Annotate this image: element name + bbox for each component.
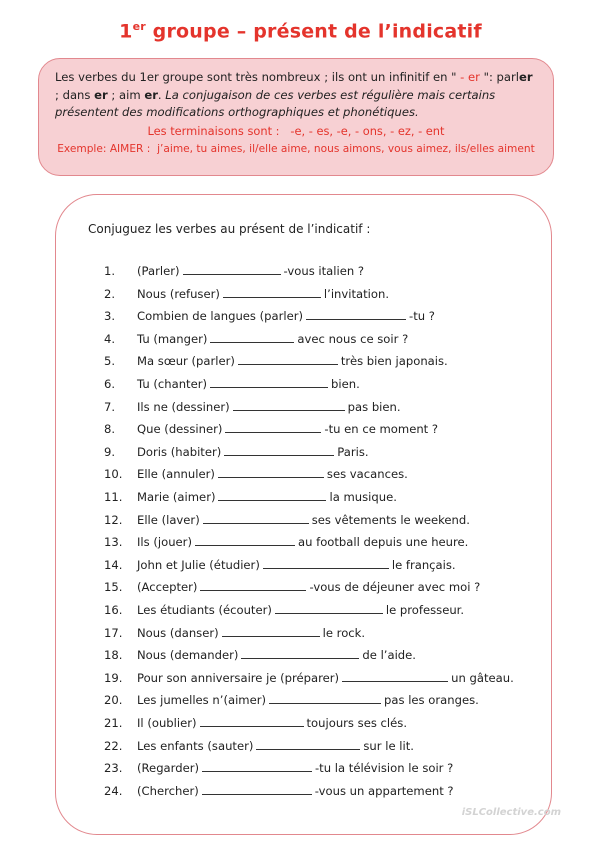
item-continuation: -tu ? [409,309,435,324]
intro-paragraph [55,69,537,122]
item-prompt: Ils (jouer) [137,535,192,550]
item-sentence [137,601,464,619]
item-prompt: (Regarder) [137,761,199,776]
item-sentence [137,511,470,529]
item-sentence [137,443,369,461]
item-prompt: Elle (laver) [137,512,200,527]
endings-text: -e, - es, -e, - ons, - ez, - ent [290,123,445,138]
item-prompt: John et Julie (étudier) [137,557,260,572]
answer-blank[interactable] [202,782,312,795]
item-prompt: Doris (habiter) [137,444,222,459]
item-prompt: Nous (danser) [137,625,219,640]
item-prompt: Les jumelles n’(aimer) [137,693,267,708]
answer-blank[interactable] [233,398,345,411]
item-sentence [137,624,365,642]
item-prompt: Nous (demander) [137,648,239,663]
intro-text: . [157,87,166,102]
item-prompt: Ils ne (dessiner) [137,399,230,414]
item-number: 20. [104,693,123,708]
item-prompt: Pour son anniversaire je (préparer) [137,670,340,685]
item-sentence [137,691,479,709]
item-continuation: -tu la télévision le soir ? [315,761,454,776]
answer-blank[interactable] [218,488,326,501]
item-continuation: pas les oranges. [384,693,479,708]
item-continuation: bien. [331,377,360,391]
item-prompt: Il (oublier) [137,716,197,730]
item-continuation: toujours ses clés. [306,716,408,730]
answer-blank[interactable] [269,691,381,704]
item-number: 2. [104,286,116,301]
item-continuation: pas bien. [347,399,401,414]
item-sentence [137,330,408,348]
item-continuation: avec nous ce soir ? [297,331,409,346]
answer-blank[interactable] [256,737,360,750]
item-sentence [137,285,389,303]
item-prompt: Combien de langues (parler) [137,309,304,324]
item-number: 6. [104,377,116,391]
item-number: 12. [104,512,123,527]
er-ending: er [144,87,158,102]
answer-blank[interactable] [275,601,383,614]
item-number: 3. [104,309,116,324]
item-prompt: Les étudiants (écouter) [137,603,272,617]
item-sentence [137,556,456,574]
item-sentence [137,782,454,800]
title-rest: groupe – présent de l’indicatif [145,20,482,43]
item-continuation: -vous de déjeuner avec moi ? [309,580,481,595]
item-prompt: (Accepter) [137,580,198,595]
item-prompt: Ma sœur (parler) [137,354,235,369]
item-number: 19. [104,670,123,685]
watermark: iSLCollective.com [461,807,561,818]
item-continuation: Paris. [337,444,369,459]
item-number: 9. [104,444,116,459]
item-continuation: -vous italien ? [283,264,365,278]
answer-blank[interactable] [222,624,320,637]
answer-blank[interactable] [225,420,321,433]
exercise-instruction: Conjuguez les verbes au présent de l’indicatif : [88,222,371,236]
intro-box [38,58,554,176]
item-prompt: (Chercher) [137,783,199,798]
answer-blank[interactable] [306,307,406,320]
item-continuation: le professeur. [385,603,465,617]
item-sentence [137,307,435,325]
title-prefix: 1 [119,20,133,43]
intro-italic-text: La conjugaison de ces verbes est régulière mais certains présentent des modifications orthographiques et phonétiques. [55,87,496,119]
answer-blank[interactable] [223,285,321,298]
item-continuation: le français. [391,557,456,572]
example-label: Exemple: AIMER : [57,142,151,155]
item-continuation: l’invitation. [323,286,390,301]
intro-text: Les verbes du 1er groupe sont très nombreux ; ils ont un infinitif en " [55,70,457,84]
er-marker: - er [456,70,484,84]
item-prompt: (Parler) [137,264,180,278]
item-sentence [137,533,468,551]
answer-blank[interactable] [200,714,304,727]
item-sentence [137,737,414,755]
item-continuation: de l’aide. [362,648,416,663]
page-title [0,20,601,42]
answer-blank[interactable] [183,262,281,275]
answer-blank[interactable] [263,556,389,569]
item-prompt: Nous (refuser) [137,286,220,301]
item-number: 23. [104,761,123,776]
answer-blank[interactable] [210,375,328,388]
item-sentence [137,398,401,416]
item-number: 18. [104,648,123,663]
item-continuation: -tu en ce moment ? [324,422,439,437]
endings-line [55,122,537,140]
item-number: 7. [104,399,116,414]
item-number: 4. [104,331,116,346]
item-number: 8. [104,422,116,437]
item-sentence [137,488,397,506]
er-ending: er [519,70,533,84]
answer-blank[interactable] [210,330,294,343]
item-continuation: ses vêtements le weekend. [311,512,470,527]
item-continuation: un gâteau. [451,670,514,685]
item-prompt: Elle (annuler) [137,467,215,482]
item-sentence [137,669,514,687]
item-sentence [137,262,364,280]
item-continuation: la musique. [329,490,397,504]
intro-text: ": parl [483,70,520,84]
item-number: 16. [104,603,123,617]
item-prompt: Les enfants (sauter) [137,738,254,753]
item-continuation: au football depuis une heure. [297,535,469,550]
item-prompt: Tu (chanter) [137,377,208,391]
answer-blank[interactable] [200,578,306,591]
intro-text: ; aim [107,87,145,102]
item-number: 14. [104,557,123,572]
item-continuation: -vous un appartement ? [314,783,454,798]
item-number: 10. [104,467,123,482]
item-continuation: sur le lit. [363,738,414,753]
item-sentence [137,714,407,732]
item-continuation: le rock. [322,625,366,640]
answer-blank[interactable] [202,759,312,772]
answer-blank[interactable] [218,465,324,478]
item-number: 17. [104,625,123,640]
item-sentence [137,352,448,370]
item-number: 22. [104,738,123,753]
item-sentence [137,646,416,664]
answer-blank[interactable] [238,352,338,365]
item-number: 21. [104,716,123,730]
title-superscript: er [132,20,146,33]
answer-blank[interactable] [195,533,295,546]
item-number: 13. [104,535,123,550]
er-ending: er [94,87,108,102]
item-number: 5. [104,354,116,369]
answer-blank[interactable] [203,511,309,524]
item-number: 1. [104,264,116,278]
endings-label: Les terminaisons sont : [147,123,280,138]
example-line [55,140,537,158]
item-sentence [137,375,360,393]
answer-blank[interactable] [342,669,448,682]
item-number: 24. [104,783,123,798]
item-continuation: ses vacances. [326,467,408,482]
item-number: 11. [104,490,123,504]
answer-blank[interactable] [241,646,359,659]
item-prompt: Que (dessiner) [137,422,223,437]
item-prompt: Marie (aimer) [137,490,216,504]
item-continuation: très bien japonais. [340,354,448,369]
item-sentence [137,759,453,777]
item-sentence [137,420,438,438]
intro-text: ; dans [55,87,95,102]
example-text: j’aime, tu aimes, il/elle aime, nous aimons, vous aimez, ils/elles aiment [157,142,535,155]
item-number: 15. [104,580,123,595]
answer-blank[interactable] [224,443,334,456]
item-sentence [137,578,480,596]
item-sentence [137,465,408,483]
item-prompt: Tu (manger) [137,331,208,346]
